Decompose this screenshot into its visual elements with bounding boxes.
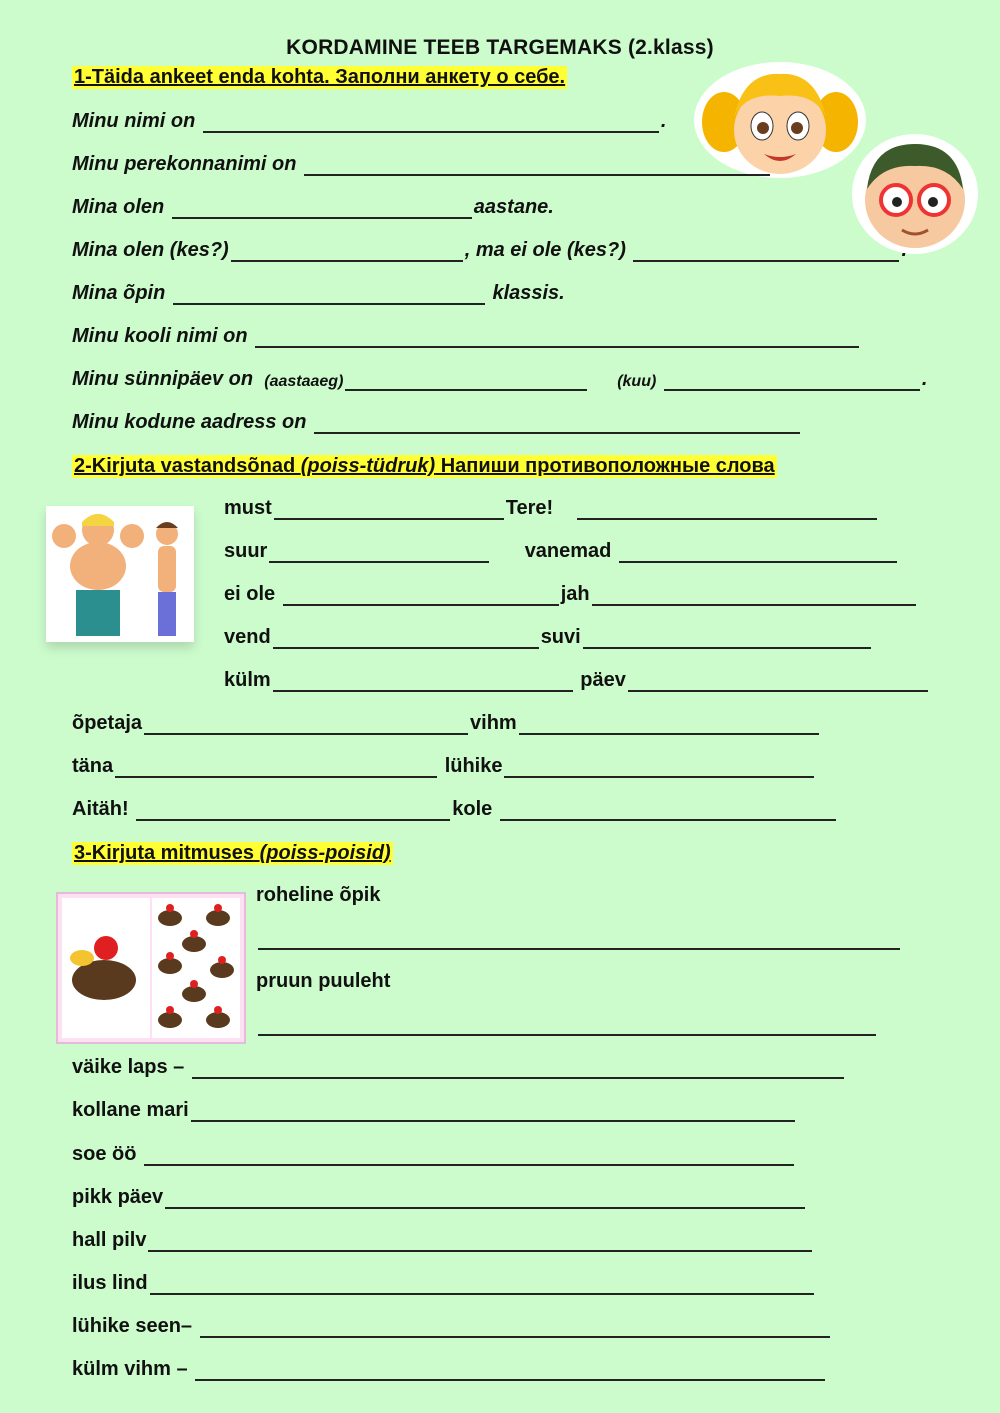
section1-heading: 1-Täida ankeet enda kohta. Заполни анкету о себе.	[74, 66, 566, 88]
answer-opposite-jah[interactable]	[592, 584, 916, 606]
answer-plural-pruun-puuleht[interactable]	[258, 1014, 876, 1036]
page-title: KORDAMINE TEEB TARGEMAKS (2.klass)	[286, 36, 714, 59]
section2-heading: 2-Kirjuta vastandsõnad (poiss-tüdruk) Напиши противоположные слова	[74, 455, 775, 477]
line-school: Minu kooli nimi on	[72, 325, 861, 348]
opposite-row-4: vend suvi	[224, 626, 873, 649]
answer-opposite-luhike[interactable]	[504, 756, 814, 778]
answer-opposite-kole[interactable]	[500, 799, 836, 821]
answer-opposite-kulm[interactable]	[273, 670, 573, 692]
answer-plural-soe-oo[interactable]	[144, 1144, 794, 1166]
boy-face-image	[852, 134, 978, 254]
answer-opposite-vihm[interactable]	[519, 713, 819, 735]
line-birthday: Minu sünnipäev on (aastaaeg) (kuu) .	[72, 368, 928, 390]
answer-age[interactable]	[172, 197, 472, 219]
answer-plural-hall-pilv[interactable]	[148, 1230, 812, 1252]
answer-name[interactable]	[203, 111, 659, 133]
answer-school[interactable]	[255, 326, 859, 348]
answer-plural-pikk-paev[interactable]	[165, 1187, 805, 1209]
answer-opposite-vend[interactable]	[273, 627, 539, 649]
answer-opposite-must[interactable]	[274, 498, 504, 520]
answer-opposite-ei-ole[interactable]	[283, 584, 559, 606]
plural-item-5: soe öö	[72, 1143, 796, 1166]
opposite-row-3: ei ole jah	[224, 583, 918, 606]
plural-item-9: lühike seen–	[72, 1315, 832, 1338]
answer-who-not[interactable]	[633, 240, 899, 262]
plural-item-4: kollane mari	[72, 1099, 797, 1122]
answer-opposite-suvi[interactable]	[583, 627, 871, 649]
plural-item-2: pruun puuleht	[256, 970, 391, 992]
opposite-row-6: õpetaja vihm	[72, 712, 821, 735]
line-surname: Minu perekonnanimi on	[72, 153, 772, 176]
answer-who[interactable]	[231, 240, 463, 262]
answer-plural-kollane-mari[interactable]	[191, 1100, 795, 1122]
line-address: Minu kodune aadress on	[72, 411, 802, 434]
answer-plural-luhike-seen[interactable]	[200, 1316, 830, 1338]
answer-month[interactable]	[664, 369, 920, 391]
hedgehog-plural-image	[56, 892, 246, 1044]
line-study: Mina õpin klassis.	[72, 282, 565, 304]
opposite-row-1: must Tere!	[224, 497, 879, 520]
line-name: Minu nimi on .	[72, 110, 667, 132]
plural-answer-row-1	[256, 928, 902, 950]
answer-plural-vaike-laps[interactable]	[192, 1057, 844, 1079]
opposite-row-5: külm päev	[224, 669, 930, 692]
opposite-row-2: suur vanemad	[224, 540, 899, 563]
answer-address[interactable]	[314, 412, 800, 434]
answer-opposite-tana[interactable]	[115, 756, 437, 778]
answer-class[interactable]	[173, 283, 485, 305]
answer-plural-roheline-opik[interactable]	[258, 928, 900, 950]
plural-item-6: pikk päev	[72, 1186, 807, 1209]
answer-opposite-aitah[interactable]	[136, 799, 450, 821]
plural-item-10: külm vihm –	[72, 1358, 827, 1381]
opposite-row-7: täna lühike	[72, 755, 816, 778]
answer-season[interactable]	[345, 369, 587, 391]
opposite-row-8: Aitäh! kole	[72, 798, 838, 821]
plural-item-3: väike laps –	[72, 1056, 846, 1079]
plural-item-7: hall pilv	[72, 1229, 814, 1252]
answer-plural-ilus-lind[interactable]	[150, 1273, 814, 1295]
answer-opposite-tere[interactable]	[577, 498, 877, 520]
plural-item-1: roheline õpik	[256, 884, 381, 906]
answer-plural-kulm-vihm[interactable]	[195, 1359, 825, 1381]
line-who: Mina olen (kes?) , ma ei ole (kes?) .	[72, 239, 907, 261]
answer-opposite-vanemad[interactable]	[619, 541, 897, 563]
plural-item-8: ilus lind	[72, 1272, 816, 1295]
section3-heading: 3-Kirjuta mitmuses (poiss-poisid)	[74, 842, 391, 864]
plural-answer-row-2	[256, 1014, 878, 1036]
answer-surname[interactable]	[304, 154, 770, 176]
strong-and-thin-men-image	[46, 506, 194, 642]
answer-opposite-suur[interactable]	[269, 541, 489, 563]
line-age: Mina olen aastane.	[72, 196, 554, 218]
answer-opposite-opetaja[interactable]	[144, 713, 468, 735]
answer-opposite-paev[interactable]	[628, 670, 928, 692]
